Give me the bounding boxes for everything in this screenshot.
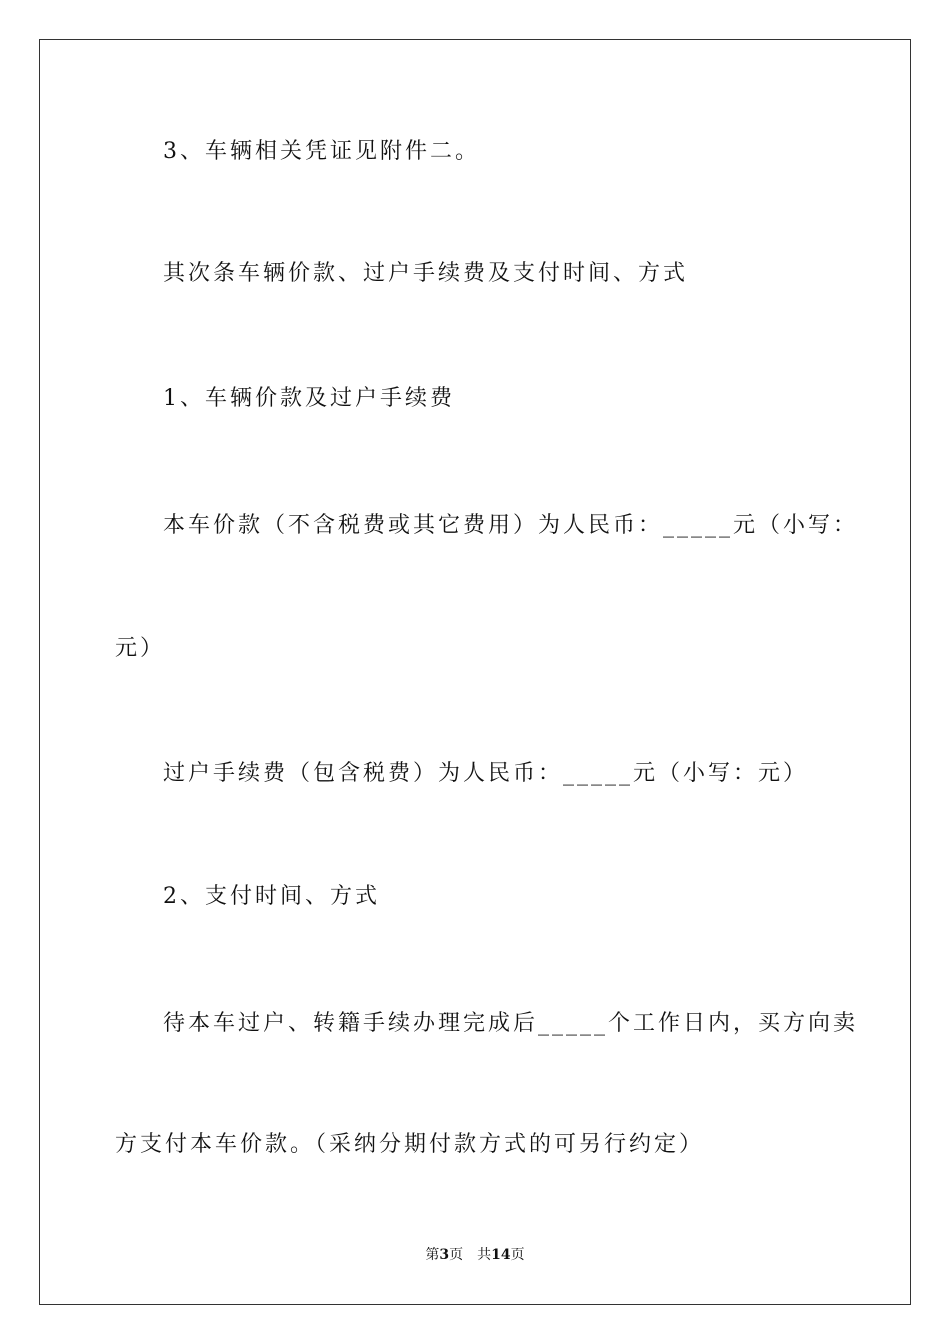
page-number: 3	[439, 1247, 450, 1263]
total-pages: 14	[491, 1247, 511, 1263]
clause-vehicle-price: 本车价款（不含税费或其它费用）为人民币：_____元（小写：	[163, 513, 859, 538]
page-footer	[0, 1246, 950, 1264]
total-prefix: 共	[477, 1247, 492, 1263]
page-suffix: 页	[449, 1247, 464, 1263]
clause-payment-timing: 待本车过户、转籍手续办理完成后_____个工作日内，买方向卖	[163, 1011, 859, 1036]
page-prefix: 第	[425, 1247, 440, 1263]
clause-transfer-fee: 过户手续费（包含税费）为人民币：_____元（小写：元）	[163, 761, 809, 786]
subsection-payment-method: 2、支付时间、方式	[163, 884, 380, 909]
total-suffix: 页	[510, 1247, 525, 1263]
page-border	[39, 39, 911, 1305]
subsection-price-fees: 1、车辆价款及过户手续费	[163, 386, 455, 411]
clause-vehicle-documents: 3、车辆相关凭证见附件二。	[163, 139, 480, 164]
section-heading-price-payment: 其次条车辆价款、过户手续费及支付时间、方式	[163, 261, 689, 286]
clause-payment-timing-continued: 方支付本车价款。（采纳分期付款方式的可另行约定）	[115, 1132, 705, 1157]
clause-vehicle-price-continued: 元）	[115, 636, 166, 661]
